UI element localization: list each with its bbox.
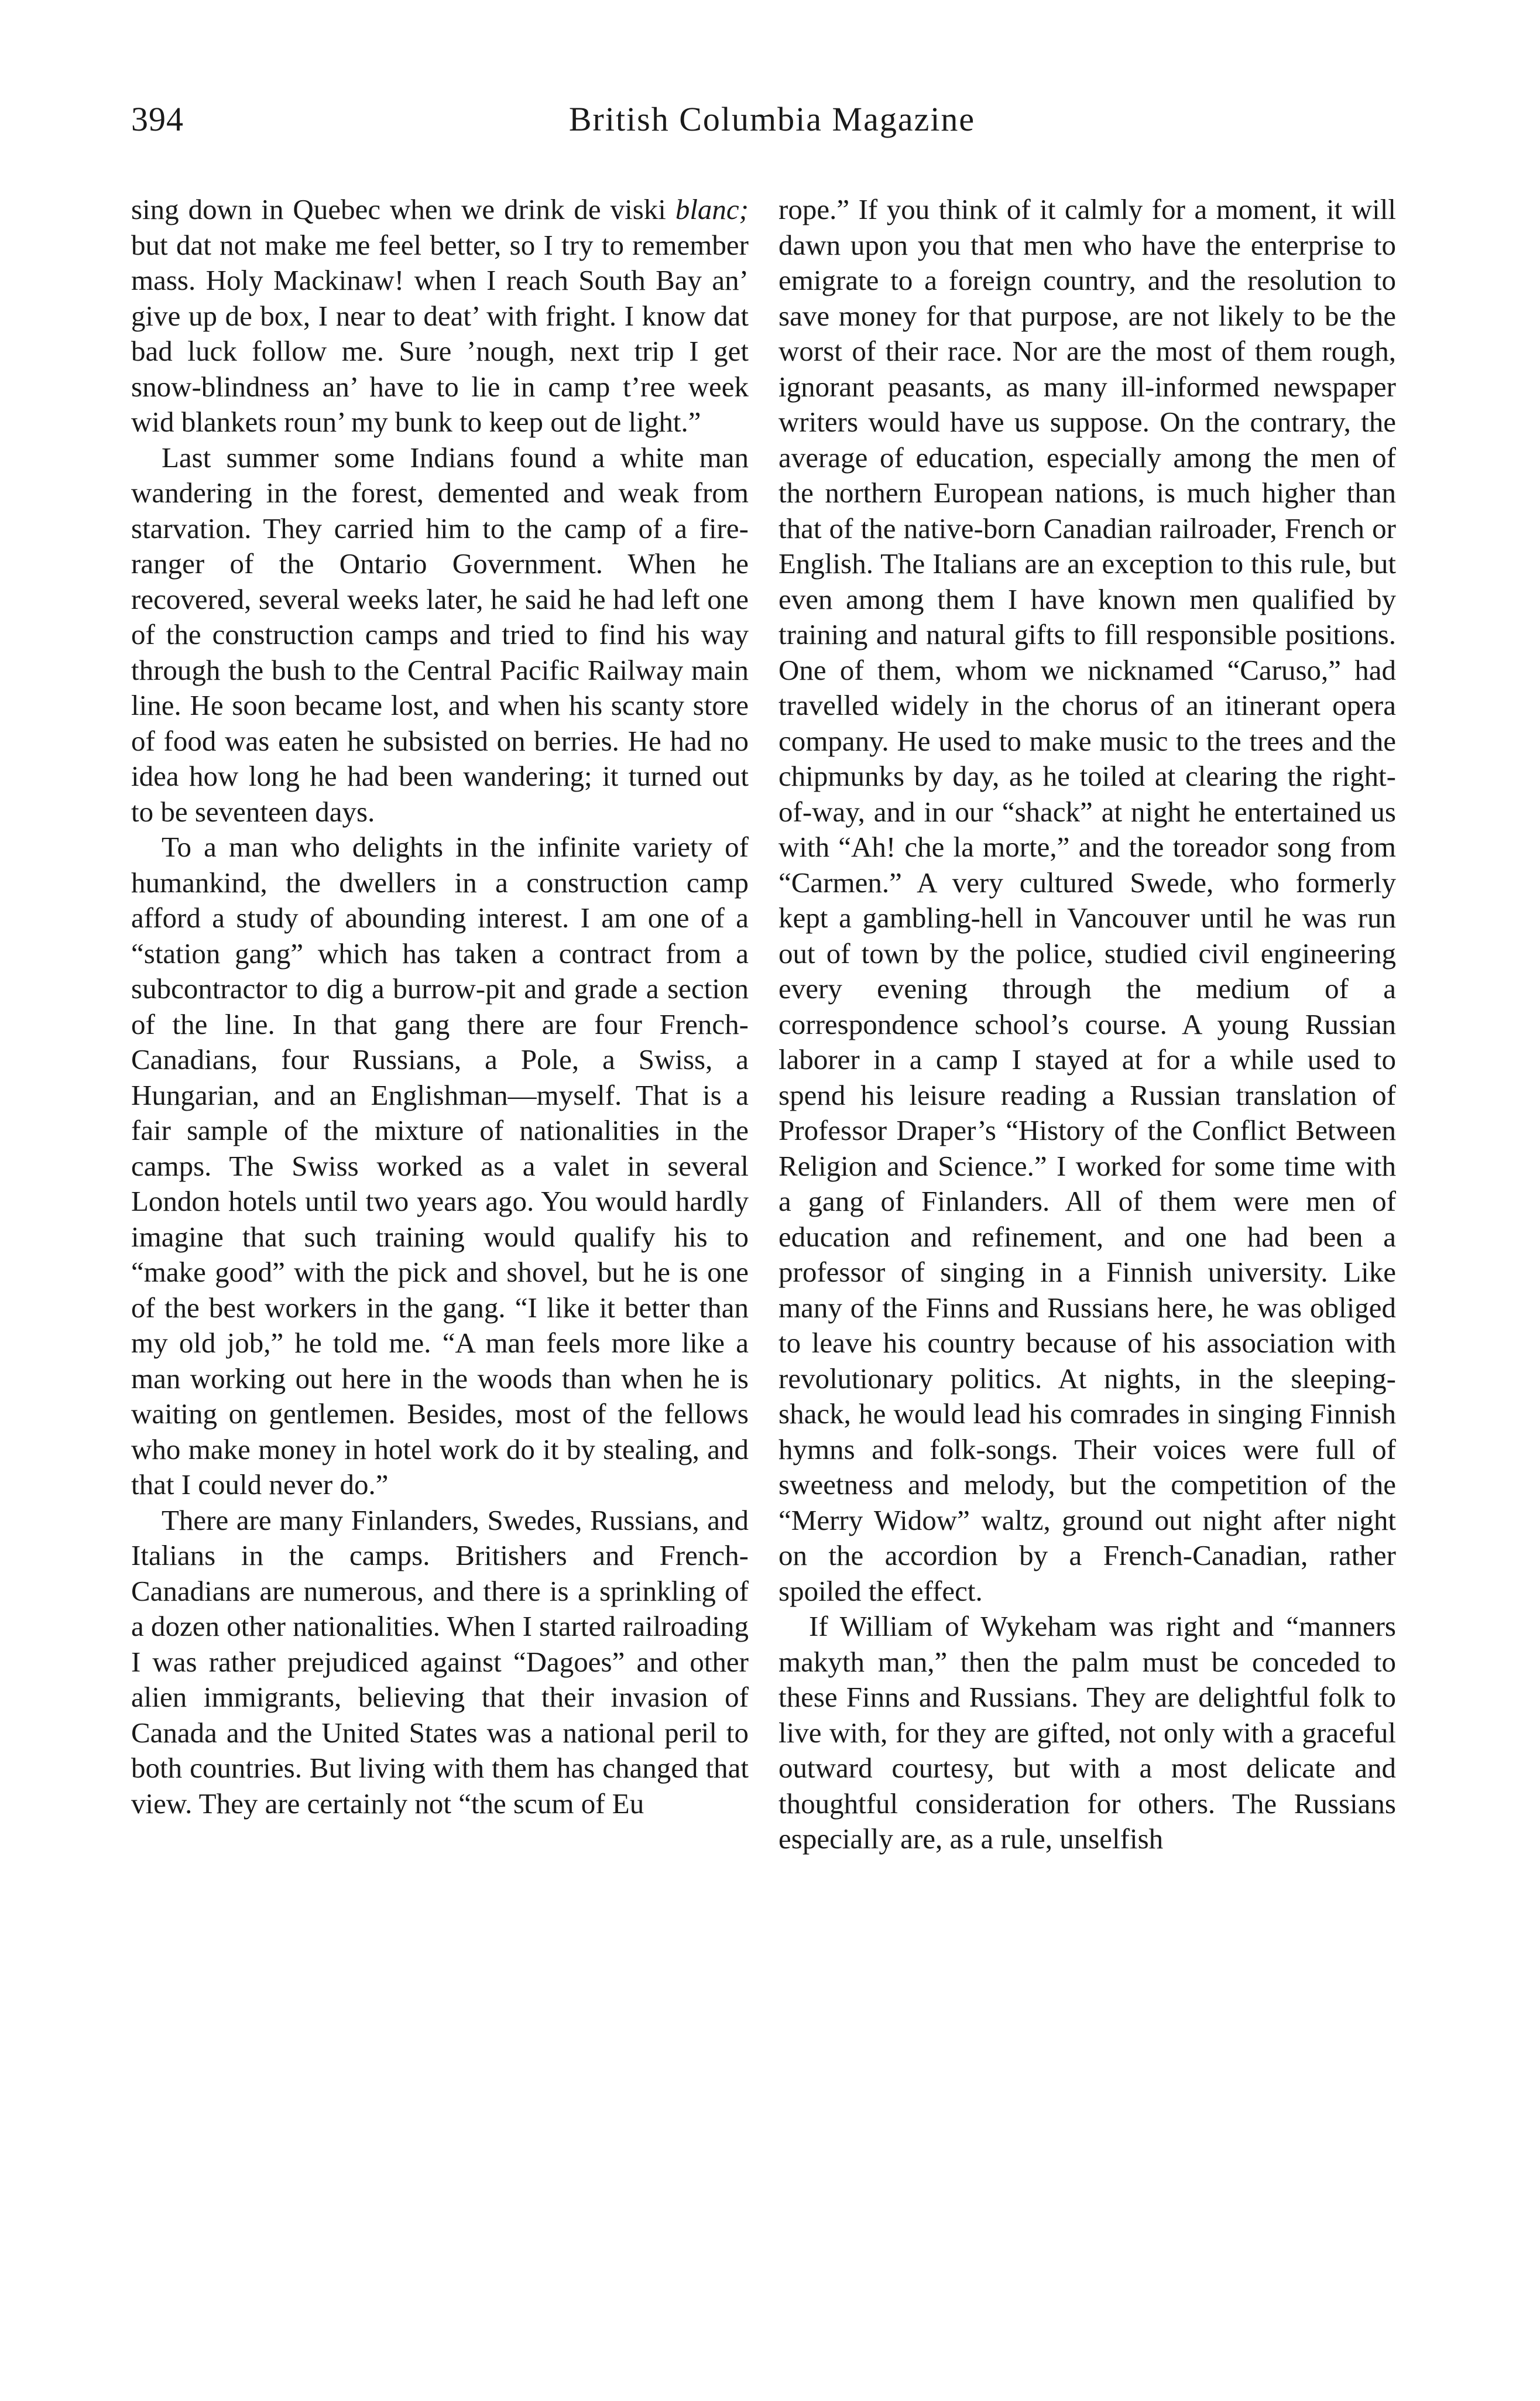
page-number: 394	[131, 100, 184, 138]
paragraph-right-1: rope.” If you think of it calmly for a moment, it will dawn upon you that men who have the enterprise to emigrate to a foreign country, and the resolution to save money for that purpose, are not likely to be the worst of their race. Nor are the most of them rough, ignorant peasants, as many ill-informed newspaper writers would have us suppose. On the contrary, the average of education, especially among the men of the northern European nations, is much higher than that of the native-born Canadian railroader, French or English. The Italians are an exception to this rule, but even among them I have known men qualified by training and natural gifts to fill responsible positions. One of them, whom we nicknamed “Caruso,” had travelled widely in the chorus of an itinerant opera company. He used to make music to the trees and the chipmunks by day, as he toiled at clearing the right-of-way, and in our “shack” at night he entertained us with “Ah! che la morte,” and the toreador song from “Carmen.” A very cultured Swede, who formerly kept a gambling-hell in Vancouver until he was run out of town by the police, studied civil engineering every evening through the medium of a correspondence school’s course. A young Russian laborer in a camp I stayed at for a while used to spend his leisure reading a Russian translation of Professor Draper’s “History of the Conflict Between Religion and Science.” I worked for some time with a gang of Finlanders. All of them were men of education and refinement, and one had been a professor of singing in a Finnish university. Like many of the Finns and Russians here, he was obliged to leave his country because of his association with revolutionary politics. At nights, in the sleeping-shack, he would lead his comrades in singing Finnish hymns and folk-songs. Their voices were full of sweetness and melody, but the competition of the “Merry Widow” waltz, ground out night after night on the accordion by a French-Canadian, rather spoiled the effect.	[778, 193, 1396, 1607]
left-column	[131, 192, 749, 1821]
right-column	[778, 192, 1396, 1857]
paragraph-left-4: There are many Finlanders, Swedes, Russians, and Italians in the camps. Britishers and French-Canadians are numerous, and there is a sprinkling of a dozen other nationalities. When I started railroading I was rather prejudiced against “Dagoes” and other alien immigrants, believing that their invasion of Canada and the United States was a national peril to both countries. But living with them has changed that view. They are certainly not “the scum of Eu	[131, 1503, 749, 1820]
paragraph-left-2: Last summer some Indians found a white man wandering in the forest, demented and weak from starvation. They carried him to the camp of a fire-ranger of the Ontario Government. When he recovered, several weeks later, he said he had left one of the construction camps and tried to find his way through the bush to the Central Pacific Railway main line. He soon became lost, and when his scanty store of food was eaten he subsisted on berries. He had no idea how long he had been wandering; it turned out to be seventeen days.	[131, 441, 749, 828]
italic-phrase: blanc;	[675, 193, 749, 225]
paragraph-text: but dat not make me feel better, so I try to remember mass. Holy Mackinaw! when I reach South Bay an’ give up de box, I near to deat’ with fright. I know dat bad luck follow me. Sure ’nough, next trip I get snow-blindness an’ have to lie in camp t’ree week wid blankets roun’ my bunk to keep out de light.”	[131, 228, 749, 438]
paragraph-left-1	[131, 192, 749, 440]
paragraph-right-2: If William of Wykeham was right and “manners makyth man,” then the palm must be conceded to these Finns and Russians. They are delightful folk to live with, for they are gifted, not only with a graceful outward courtesy, but with a most delicate and thoughtful consideration for others. The Russians especially are, as a rule, unselfish	[778, 1610, 1396, 1855]
page-header	[131, 100, 1413, 152]
paragraph-text: sing down in Quebec when we drink de viski	[131, 193, 675, 225]
paragraph-left-3: To a man who delights in the infinite variety of humankind, the dwellers in a construction camp afford a study of abounding interest. I am one of a “station gang” which has taken a contract from a subcontractor to dig a burrow-pit and grade a section of the line. In that gang there are four French-Canadians, four Russians, a Pole, a Swiss, a Hungarian, and an Englishman—myself. That is a fair sample of the mixture of nationalities in the camps. The Swiss worked as a valet in several London hotels until two years ago. You would hardly imagine that such training would qualify his to “make good” with the pick and shovel, but he is one of the best workers in the gang. “I like it better than my old job,” he told me. “A man feels more like a man working out here in the woods than when he is waiting on gentlemen. Besides, most of the fellows who make money in hotel work do it by stealing, and that I could never do.”	[131, 831, 749, 1501]
running-head: British Columbia Magazine	[568, 100, 976, 138]
